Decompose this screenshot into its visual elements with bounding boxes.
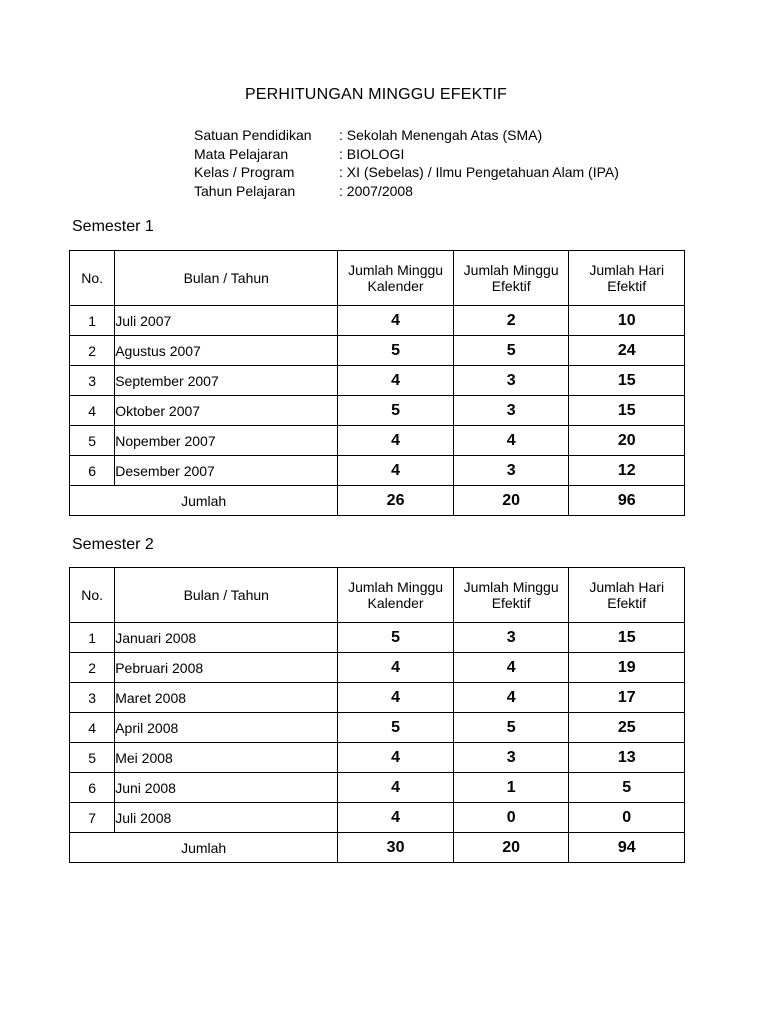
- table-row: [70, 713, 685, 743]
- cell-kalender: 4: [338, 683, 454, 713]
- header-efektif: [453, 251, 569, 306]
- header-text: Efektif: [607, 595, 647, 611]
- table-row: [70, 803, 685, 833]
- cell-no: 6: [70, 456, 115, 486]
- table-row: [70, 306, 685, 336]
- cell-efektif: 4: [453, 683, 569, 713]
- table-row: [70, 653, 685, 683]
- cell-hari: 24: [569, 336, 685, 366]
- cell-efektif: 5: [453, 336, 569, 366]
- cell-no: 7: [70, 803, 115, 833]
- info-label: Tahun Pelajaran: [194, 182, 296, 199]
- table-row: [70, 683, 685, 713]
- cell-efektif: 3: [453, 456, 569, 486]
- cell-hari: 15: [569, 366, 685, 396]
- table-row: [70, 336, 685, 366]
- cell-no: 3: [70, 366, 115, 396]
- cell-kalender: 5: [338, 713, 454, 743]
- cell-kalender: 5: [338, 623, 454, 653]
- cell-efektif: 4: [453, 426, 569, 456]
- cell-no: 2: [70, 653, 115, 683]
- cell-no: 2: [70, 336, 115, 366]
- info-value: : XI (Sebelas) / Ilmu Pengetahuan Alam (IPA): [339, 164, 619, 180]
- cell-bulan: Agustus 2007: [115, 336, 338, 366]
- table-row: [70, 366, 685, 396]
- header-hari: [569, 568, 685, 623]
- cell-bulan: Oktober 2007: [115, 396, 338, 426]
- header-text: Jumlah Hari: [589, 262, 665, 278]
- header-text: Jumlah Minggu: [348, 579, 444, 595]
- header-text: Efektif: [491, 278, 531, 294]
- header-text: Efektif: [491, 595, 531, 611]
- cell-kalender: 4: [338, 773, 454, 803]
- cell-efektif: 4: [453, 653, 569, 683]
- header-text: Efektif: [607, 278, 647, 294]
- table-total-row: [70, 486, 685, 516]
- total-hari: 94: [569, 833, 685, 863]
- semester-2-title: Semester 2: [72, 536, 154, 553]
- cell-efektif: 3: [453, 366, 569, 396]
- total-efektif: 20: [453, 486, 569, 516]
- cell-bulan: April 2008: [115, 713, 338, 743]
- cell-bulan: Desember 2007: [115, 456, 338, 486]
- cell-kalender: 4: [338, 653, 454, 683]
- header-text: Kalender: [367, 278, 424, 294]
- cell-no: 3: [70, 683, 115, 713]
- cell-bulan: Januari 2008: [115, 623, 338, 653]
- cell-kalender: 4: [338, 366, 454, 396]
- cell-no: 4: [70, 713, 115, 743]
- info-row-mapel: [194, 145, 619, 164]
- cell-kalender: 4: [338, 426, 454, 456]
- info-row-tahun: [194, 182, 619, 201]
- cell-kalender: 5: [338, 396, 454, 426]
- cell-hari: 10: [569, 306, 685, 336]
- cell-efektif: 3: [453, 623, 569, 653]
- semester-2-table: [69, 567, 685, 863]
- semester-1-table: [69, 250, 685, 516]
- table-body: [70, 623, 685, 863]
- info-block: [194, 126, 619, 200]
- header-bulan: Bulan / Tahun: [115, 251, 338, 306]
- document-title: PERHITUNGAN MINGGU EFEKTIF: [244, 86, 508, 103]
- table-header-row: [70, 251, 685, 306]
- cell-bulan: Juli 2008: [115, 803, 338, 833]
- cell-bulan: Maret 2008: [115, 683, 338, 713]
- table-body: [70, 306, 685, 516]
- header-text: Jumlah Minggu: [463, 262, 559, 278]
- cell-efektif: 3: [453, 396, 569, 426]
- cell-hari: 20: [569, 426, 685, 456]
- cell-hari: 5: [569, 773, 685, 803]
- cell-bulan: Juni 2008: [115, 773, 338, 803]
- header-kalender: [338, 251, 454, 306]
- total-kalender: 30: [338, 833, 454, 863]
- cell-efektif: 0: [453, 803, 569, 833]
- cell-bulan: Nopember 2007: [115, 426, 338, 456]
- cell-hari: 19: [569, 653, 685, 683]
- header-text: Kalender: [367, 595, 424, 611]
- info-row-satuan: [194, 126, 619, 145]
- header-kalender: [338, 568, 454, 623]
- cell-kalender: 4: [338, 803, 454, 833]
- cell-no: 5: [70, 426, 115, 456]
- cell-hari: 13: [569, 743, 685, 773]
- cell-no: 1: [70, 306, 115, 336]
- cell-hari: 15: [569, 623, 685, 653]
- cell-no: 5: [70, 743, 115, 773]
- cell-kalender: 4: [338, 306, 454, 336]
- header-efektif: [453, 568, 569, 623]
- total-hari: 96: [569, 486, 685, 516]
- cell-no: 1: [70, 623, 115, 653]
- cell-efektif: 3: [453, 743, 569, 773]
- total-kalender: 26: [338, 486, 454, 516]
- header-hari: [569, 251, 685, 306]
- semester-1-title: Semester 1: [72, 218, 154, 235]
- total-label: Jumlah: [70, 833, 338, 863]
- table-row: [70, 623, 685, 653]
- cell-kalender: 4: [338, 743, 454, 773]
- cell-bulan: September 2007: [115, 366, 338, 396]
- cell-hari: 15: [569, 396, 685, 426]
- cell-kalender: 4: [338, 456, 454, 486]
- cell-efektif: 5: [453, 713, 569, 743]
- table-row: [70, 396, 685, 426]
- table-header-row: [70, 568, 685, 623]
- cell-hari: 12: [569, 456, 685, 486]
- header-text: Jumlah Hari: [589, 579, 665, 595]
- table-total-row: [70, 833, 685, 863]
- cell-no: 4: [70, 396, 115, 426]
- header-no: No.: [70, 251, 115, 306]
- cell-kalender: 5: [338, 336, 454, 366]
- info-row-kelas: [194, 163, 619, 182]
- cell-efektif: 1: [453, 773, 569, 803]
- cell-bulan: Juli 2007: [115, 306, 338, 336]
- cell-no: 6: [70, 773, 115, 803]
- header-no: No.: [70, 568, 115, 623]
- info-label: Mata Pelajaran: [194, 145, 289, 162]
- info-value: : Sekolah Menengah Atas (SMA): [339, 127, 543, 143]
- cell-bulan: Mei 2008: [115, 743, 338, 773]
- table-row: [70, 773, 685, 803]
- header-text: Jumlah Minggu: [463, 579, 559, 595]
- cell-hari: 17: [569, 683, 685, 713]
- cell-efektif: 2: [453, 306, 569, 336]
- cell-hari: 25: [569, 713, 685, 743]
- cell-hari: 0: [569, 803, 685, 833]
- header-bulan: Bulan / Tahun: [115, 568, 338, 623]
- table-row: [70, 743, 685, 773]
- total-efektif: 20: [453, 833, 569, 863]
- table-row: [70, 426, 685, 456]
- cell-bulan: Pebruari 2008: [115, 653, 338, 683]
- info-value: : 2007/2008: [339, 182, 413, 199]
- info-value: : BIOLOGI: [339, 145, 405, 162]
- table-row: [70, 456, 685, 486]
- info-label: Satuan Pendidikan: [194, 127, 312, 143]
- info-label: Kelas / Program: [194, 164, 295, 180]
- total-label: Jumlah: [70, 486, 338, 516]
- header-text: Jumlah Minggu: [348, 262, 444, 278]
